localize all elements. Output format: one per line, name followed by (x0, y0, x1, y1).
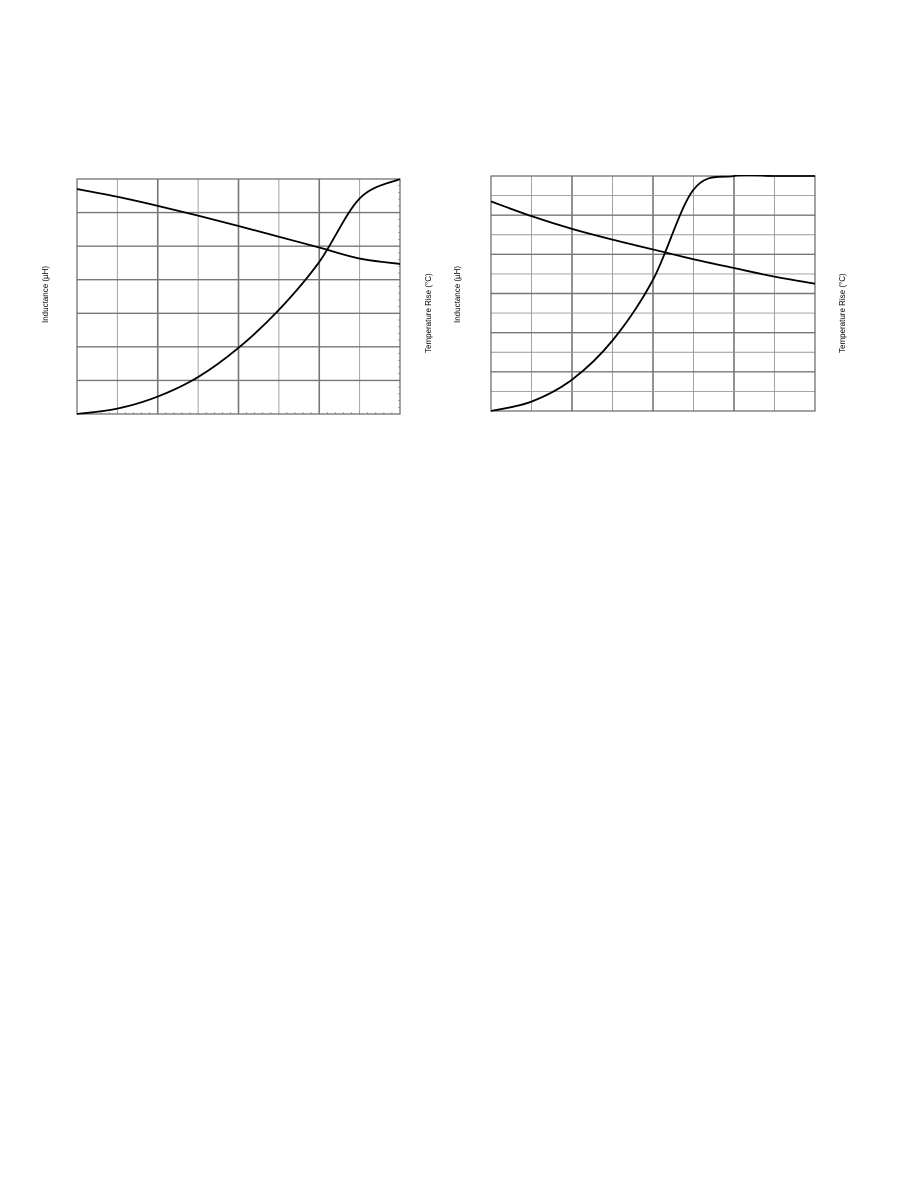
chart1-right-axis-label: Temperature Rise (°C) (424, 273, 433, 353)
chart2-left-axis-label: Inductance (µH) (453, 265, 462, 323)
chart2-right-axis-label: Temperature Rise (°C) (838, 273, 847, 353)
chart1-left-axis-label: Inductance (µH) (41, 265, 50, 323)
